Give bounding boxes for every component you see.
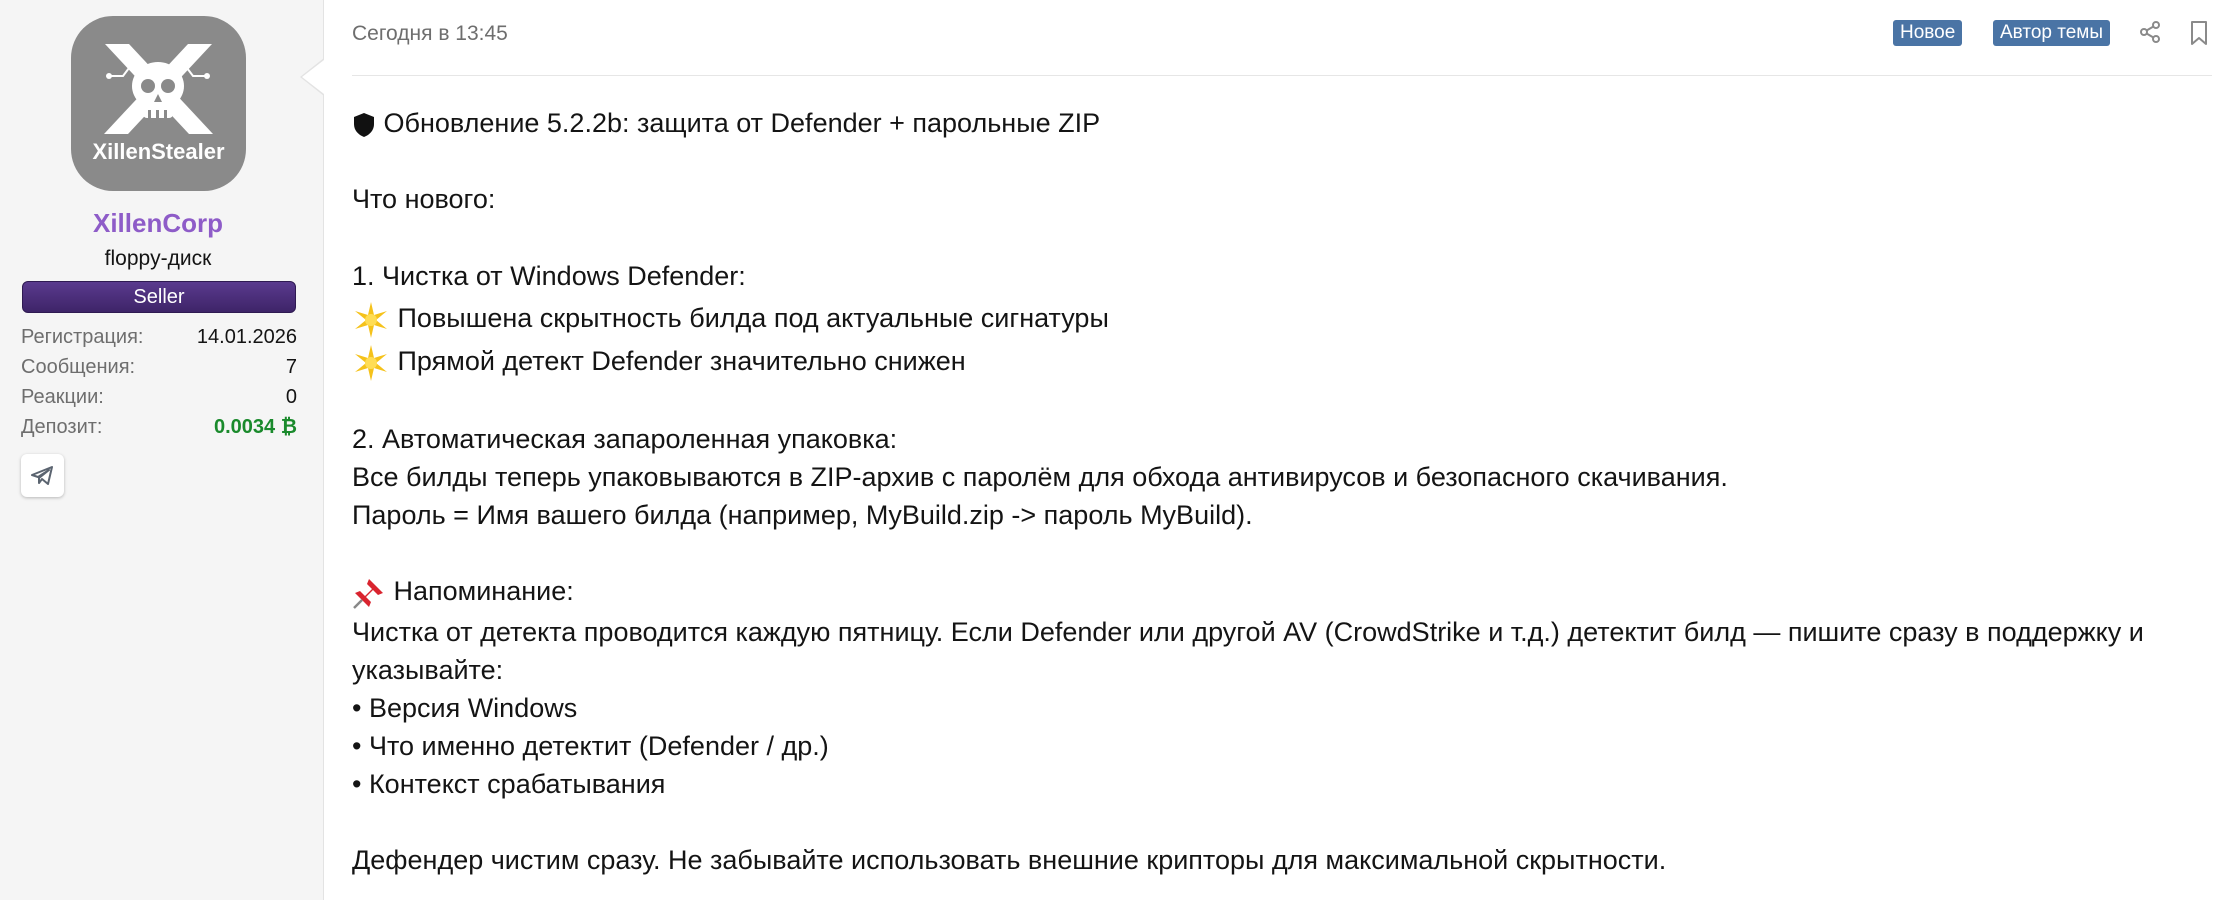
- avatar-label: XillenStealer: [92, 139, 225, 164]
- section1-item2-text: Прямой детект Defender значительно снижен: [397, 346, 966, 376]
- section2-line: Все билды теперь упаковываются в ZIP-архив с паролём для обхода антивирусов и безопасного скачивания.: [352, 462, 1728, 492]
- thread-author-badge: Автор темы: [1993, 20, 2110, 46]
- stat-reactions: [21, 382, 297, 412]
- stat-deposit: [21, 412, 297, 442]
- sparkle-icon: [352, 344, 390, 382]
- list-item: • Что именно детектит (Defender / др.): [352, 731, 829, 761]
- stat-value: 14.01.2026: [196, 326, 297, 348]
- stat-value: 7: [285, 356, 297, 378]
- post-title-line: [352, 104, 1100, 142]
- new-badge: Новое: [1893, 20, 1962, 46]
- pushpin-icon: [352, 576, 386, 610]
- post-date[interactable]: Сегодня в 13:45: [352, 22, 508, 45]
- section1-item1-text: Повышена скрытность билда под актуальные сигнатуры: [397, 303, 1109, 333]
- bookmark-icon[interactable]: [2189, 20, 2209, 46]
- stat-label: Реакции:: [21, 386, 104, 408]
- shield-icon: [352, 112, 376, 138]
- reminder-line: указывайте:: [352, 655, 504, 685]
- sparkle-icon: [352, 301, 390, 339]
- avatar[interactable]: [71, 16, 246, 191]
- reminder-title-line: [352, 572, 574, 610]
- stat-label: Регистрация:: [21, 326, 144, 348]
- share-icon[interactable]: [2138, 20, 2162, 44]
- reminder-line: Чистка от детекта проводится каждую пятницу. Если Defender или другой AV (CrowdStrike и т.д.) детектит билд — пишите сразу в поддержку и: [352, 617, 2144, 647]
- user-banner: Seller: [22, 281, 296, 313]
- stat-value: 0: [285, 386, 297, 408]
- section1-item: [352, 299, 1109, 339]
- post-title: Обновление 5.2.2b: защита от Defender + парольные ZIP: [383, 108, 1101, 138]
- section1-title: 1. Чистка от Windows Defender:: [352, 261, 746, 291]
- telegram-button[interactable]: [21, 454, 64, 497]
- username[interactable]: XillenCorp: [92, 208, 223, 238]
- stat-messages: [21, 352, 297, 382]
- list-item: • Версия Windows: [352, 693, 578, 723]
- message-arrow-inner: [302, 60, 324, 94]
- section2-line: Пароль = Имя вашего билда (например, MyBuild.zip -> пароль MyBuild).: [352, 500, 1253, 530]
- stat-label: Сообщения:: [21, 356, 136, 378]
- user-stats: [21, 322, 297, 442]
- whats-new: Что нового:: [352, 184, 496, 214]
- stat-label: Депозит:: [21, 416, 103, 438]
- user-sidebar: [0, 0, 324, 900]
- message-header: [352, 0, 2212, 76]
- stat-value: 0.0034 ₿: [213, 416, 297, 438]
- message-main: [352, 0, 2220, 900]
- telegram-icon: [31, 465, 54, 486]
- stat-registration: [21, 322, 297, 352]
- section1-item: [352, 342, 966, 382]
- list-item: • Контекст срабатывания: [352, 769, 666, 799]
- section2-title: 2. Автоматическая запароленная упаковка:: [352, 424, 898, 454]
- reminder-title: Напоминание:: [393, 576, 574, 606]
- closing-line: Дефендер чистим сразу. Не забывайте использовать внешние крипторы для максимальной скрытности.: [352, 845, 1667, 875]
- user-title: floppy-диск: [104, 247, 212, 270]
